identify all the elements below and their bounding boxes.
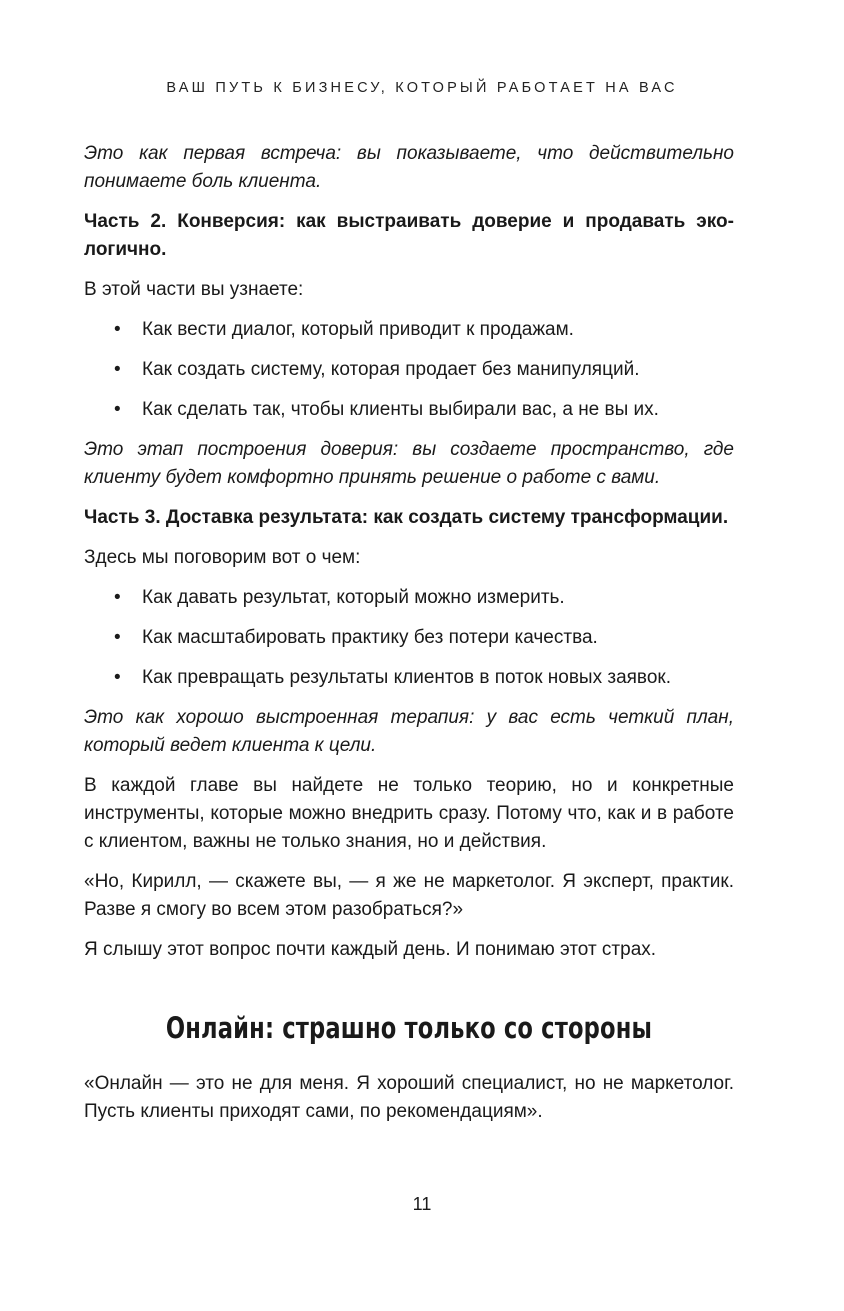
paragraph-italic-trust-stage: Это этап построения доверия: вы создаете пространство, где клиенту будет комфортно принять решение о работе с вами. [84,439,734,488]
list-item [84,356,734,384]
list-item [84,584,734,612]
list-item-text: Как вести диалог, который приводит к продажам. [142,319,574,340]
bullet-icon: • [114,319,121,340]
part-3-intro: Здесь мы поговорим вот о чем: [84,547,361,568]
paragraph-italic-first-meeting: Это как первая встреча: вы показываете, что действительно понимаете боль клиента. [84,143,734,192]
part-2-intro: В этой части вы узнаете: [84,279,304,300]
part-3-bullet-list [84,584,734,692]
running-head: ВАШ ПУТЬ К БИЗНЕСУ, КОТОРЫЙ РАБОТАЕТ НА ВАС [166,80,678,96]
list-item [84,396,734,424]
list-item-text: Как создать систему, которая продает без манипуляций. [142,359,640,380]
part-2-bullet-list [84,316,734,424]
list-item [84,664,734,692]
list-item [84,316,734,344]
part-2-heading: Часть 2. Конверсия: как выстраивать доверие и продавать экологично. [84,211,734,260]
list-item-text: Как сделать так, чтобы клиенты выбирали вас, а не вы их. [142,399,659,420]
list-item [84,624,734,652]
paragraph-tools: В каждой главе вы найдете не только теорию, но и конкретные инструменты, которые можно внедрить сразу. Потому что, как и в работе с клиентом, важны не только знания, но и действия. [84,775,734,852]
page-number: 11 [412,1194,432,1214]
paragraph-fear: Я слышу этот вопрос почти каждый день. И понимаю этот страх. [84,939,657,960]
bullet-icon: • [114,627,121,648]
part-3-heading: Часть 3. Доставка результата: как создать систему трансформации. [84,507,729,528]
bullet-icon: • [114,359,121,380]
list-item-text: Как давать результат, который можно измерить. [142,587,565,608]
paragraph-online-quote: «Онлайн — это не для меня. Я хороший специалист, но не маркетолог. Пусть клиенты приходят сами, по рекомендациям». [84,1073,734,1122]
paragraph-quote: «Но, Кирилл, — скажете вы, — я же не маркетолог. Я эксперт, практик. Разве я смогу во всем этом разобраться?» [84,871,734,920]
bullet-icon: • [114,667,121,688]
paragraph-italic-therapy: Это как хорошо выстроенная терапия: у вас есть четкий план, который ведет клиента к цели. [84,707,734,756]
bullet-icon: • [114,587,121,608]
page-body [84,140,734,1138]
bullet-icon: • [114,399,121,420]
section-heading: Онлайн: страшно только со стороны [165,1011,653,1045]
list-item-text: Как масштабировать практику без потери качества. [142,627,598,648]
list-item-text: Как превращать результаты клиентов в поток новых заявок. [142,667,671,688]
